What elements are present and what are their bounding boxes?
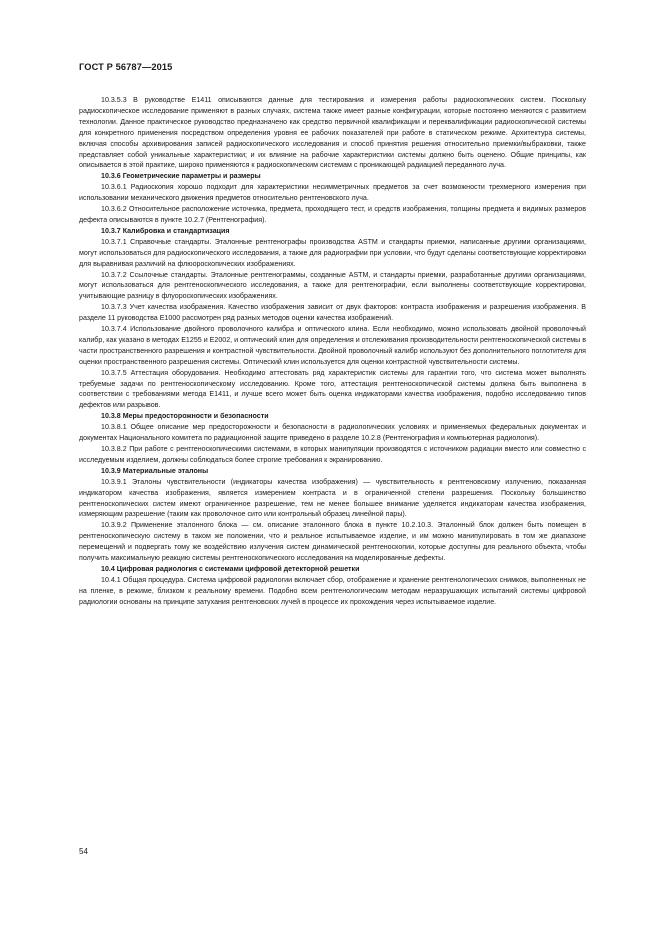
paragraph-10-3-7-4: 10.3.7.4 Использование двойного проволочного калибра и оптического клина. Если необходимо, можно использовать двойной проволочный калибр, как указано в методах E1255 и E2002, и оптический клин для определения и отслеживания производительности рентгеноскопической системы в части пространственного разрешения и контрастной чувствительности. Двойной проволочный калибр используют без дополнительного поглотителя для оценки пространственного разрешения системы. Оптический клин используется для оценки контрастной чувствительности системы. [79,325,586,366]
section-heading-10-3-9: 10.3.9 Материальные эталоны [101,466,209,475]
section-heading-10-3-7: 10.3.7 Калибровка и стандартизация [101,226,230,235]
section-heading-10-3-8: 10.3.8 Меры предосторожности и безопасности [101,412,269,421]
paragraph-10-3-6-2: 10.3.6.2 Относительное расположение источника, предмета, проходящего тест, и средств изображения, толщины предмета и видимых размеров дефекта описываются в пункте 10.2.7 (Рентгенография). [79,205,586,224]
document-body [79,95,586,608]
paragraph-10-3-7-5: 10.3.7.5 Аттестация оборудования. Необходимо аттестовать ряд характеристик системы для гарантии того, что система может выполнять требуемые задачи по рентгеноскопическому исследованию. Кроме того, аттестация рентгеноскопической системы должна быть выполнена в соответствии с требованиями метода E1411, и лучше всего может быть оценка индикаторами качества изображения, подобно исследованию типов дефектов или разрывов. [79,368,586,410]
document-standard-number: ГОСТ Р 56787—2015 [79,62,173,72]
page-number: 54 [79,847,88,856]
paragraph-10-4-1: 10.4.1 Общая процедура. Система цифровой радиологии включает сбор, отображение и хранение рентгенологических снимков, выполненных не на пленке, в режиме, близком к реальному времени. Подобно всем рентгенологическим методам неразрушающих испытаний системы цифровой радиологии основаны на принципе затухания рентгеновских лучей в процессе их прохождения через испытываемое изделие. [79,575,586,606]
section-heading-10-3-6: 10.3.6 Геометрические параметры и размеры [101,172,261,181]
paragraph-10-3-9-1: 10.3.9.1 Эталоны чувствительности (индикаторы качества изображения) — чувствительность к рентгеновскому излучению, показанная индикатором качества изображения, является измерением контраста и в ограниченной степени разрешения. Поскольку большинство рентгеноскопических систем имеют ограниченное разрешение, тем не менее большее внимание уделяется индикаторам качества изображения, измеряющим разрешение (таким как проволочное сито или контрольный образец линейной пары). [79,477,586,519]
paragraph-10-3-8-1: 10.3.8.1 Общее описание мер предосторожности и безопасности в радиологических условиях и применяемых федеральных документах и документах Национального комитета по радиационной защите приведено в разделе 10.2.8 (Рентгенография и компьютерная радиология). [79,423,586,443]
paragraph-10-3-7-2: 10.3.7.2 Ссылочные стандарты. Эталонные рентгенограммы, созданные ASTM, и стандарты приемки, разработанные другими организациями, могут использоваться для рентгеноскопического исследования, а также для рентгенографии, если выполнены соответствующие корректировки, учитывающие разницу в флуороскопических изображениях. [79,270,586,301]
paragraph-10-3-6-1: 10.3.6.1 Радиоскопия хорошо подходит для характеристики несимметричных предметов за счет возможности трехмерного измерения при использовании механического движения предметов относительно рентгеновского луча. [79,183,586,203]
section-heading-10-4: 10.4 Цифровая радиология с системами цифровой детекторной решетки [101,564,360,573]
paragraph-10-3-8-2: 10.3.8.2 При работе с рентгеноскопическими системами, в которых манипуляции производятся с источником радиации вместо или совместно с исследуемым изделием, должны соблюдаться более строгие требования к экранированию. [79,445,586,464]
paragraph-10-3-7-3: 10.3.7.3 Учет качества изображения. Качество изображения зависит от двух факторов: контраста изображения и разрешения изображения. В разделе 11 руководства E1000 рассмотрен ряд разных методов оценки качества изображений. [79,303,586,323]
paragraph-10-3-5-3: 10.3.5.3 В руководстве E1411 описываются данные для тестирования и измерения работы радиоскопических систем. Поскольку радиоскопическое исследование применяют в разных случаях, система также имеет разные конфигурации, которые постоянно меняются с развитием технологии. Данное практическое руководство предназначено как средство первичной квалификации и переквалификации радиоскопической системы для конкретного применения посредством определения уровня ее рабочих показателей при работе в статическом режиме. Архитектура системы, включая способы архивирования записей радиоскопического исследования и способ принятия решения относительно приемки/выбраковки, также представляет собой уникальные характеристики; и их влияние на рабочие характеристики системы должно быть оценено. Общие принципы, как описывается в этой практике, широко применяются к радиоскопическим системам с проникающей радиацией переданного луча. [79,96,586,170]
paragraph-10-3-7-1: 10.3.7.1 Справочные стандарты. Эталонные рентгенографы производства ASTM и стандарты приемки, написанные другими организациями, могут использоваться для радиоскопического исследования, а также для радиографии при условии, что будут сделаны соответствующие корректировки для выравнивая различий на флюороскопических изображениях. [79,237,586,268]
paragraph-10-3-9-2: 10.3.9.2 Применение эталонного блока — см. описание эталонного блока в пункте 10.2.10.3. Эталонный блок должен быть помещен в рентгеноскопическую систему в таком же положении, что и реальное испытываемое изделие, и им можно манипулировать в том же диапазоне перемещений и подвергать тому же воздействию излучения систем динамической рентгеноскопии, которые доступны для реального объекта, чтобы получить максимальную реакцию системы рентгеноскопического исследования на моделированные дефекты. [79,521,586,563]
